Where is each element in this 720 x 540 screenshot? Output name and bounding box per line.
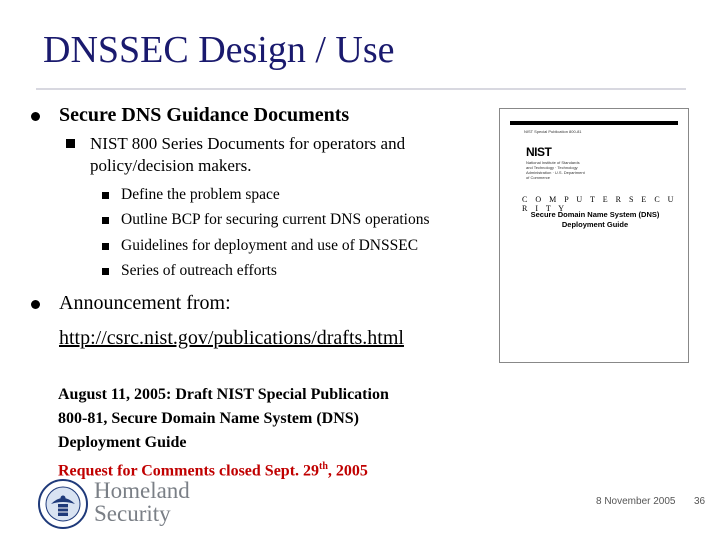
dhs-seal-icon: [37, 478, 89, 535]
list-item: Guidelines for deployment and use of DNSSEC: [121, 237, 419, 254]
comments-closed-sup: th: [319, 461, 328, 472]
bullet-1-text: Secure DNS Guidance Documents: [59, 104, 350, 126]
cover-title: [520, 210, 670, 230]
list-item: Series of outreach efforts: [121, 262, 277, 279]
bullet-icon: [31, 112, 40, 121]
homeland-logo-line: Homeland: [94, 478, 190, 503]
square-bullet-icon: [102, 268, 109, 275]
nist-logo: NIST: [526, 145, 552, 159]
computer-security-heading: C O M P U T E R S E C U R I T Y: [522, 195, 677, 213]
comments-closed-text: Request for Comments closed Sept. 29: [58, 462, 320, 480]
square-bullet-icon: [102, 217, 109, 224]
cover-title-line-2: Deployment Guide: [561, 220, 629, 229]
cover-rule: [510, 121, 678, 125]
diamond-bullet-icon: [66, 139, 75, 148]
square-bullet-icon: [102, 243, 109, 250]
cover-series-label: NIST Special Publication 800-81: [524, 129, 582, 134]
document-cover-thumbnail: [499, 108, 689, 363]
sub-bullet-line-2: policy/decision makers.: [90, 156, 252, 175]
slide-title: DNSSEC Design / Use: [43, 29, 395, 71]
sub-bullet-line-1: NIST 800 Series Documents for operators and: [90, 134, 406, 153]
bullet-2-text: Announcement from:: [59, 292, 231, 314]
list-item: Define the problem space: [121, 186, 280, 203]
announcement-link[interactable]: http://csrc.nist.gov/publications/drafts.html: [59, 327, 404, 349]
nist-caption: National Institute of Standards and Technology · Technology Administration · U.S. Department of Commerce: [526, 160, 585, 180]
footer-date: 8 November 2005: [596, 496, 676, 507]
page-number: 36: [694, 496, 706, 507]
announcement-line-2: 800-81, Secure Domain Name System (DNS): [58, 410, 359, 427]
square-bullet-icon: [102, 192, 109, 199]
announcement-line-1: August 11, 2005: Draft NIST Special Publication: [58, 386, 389, 403]
list-item: Outline BCP for securing current DNS operations: [121, 211, 430, 228]
comments-closed-year: , 2005: [327, 462, 368, 480]
cover-title-line-1: Secure Domain Name System (DNS): [530, 210, 660, 219]
announcement-line-3: Deployment Guide: [58, 434, 187, 451]
security-logo-line: Security: [94, 501, 171, 526]
bullet-icon: [31, 300, 40, 309]
title-divider: [36, 88, 686, 90]
